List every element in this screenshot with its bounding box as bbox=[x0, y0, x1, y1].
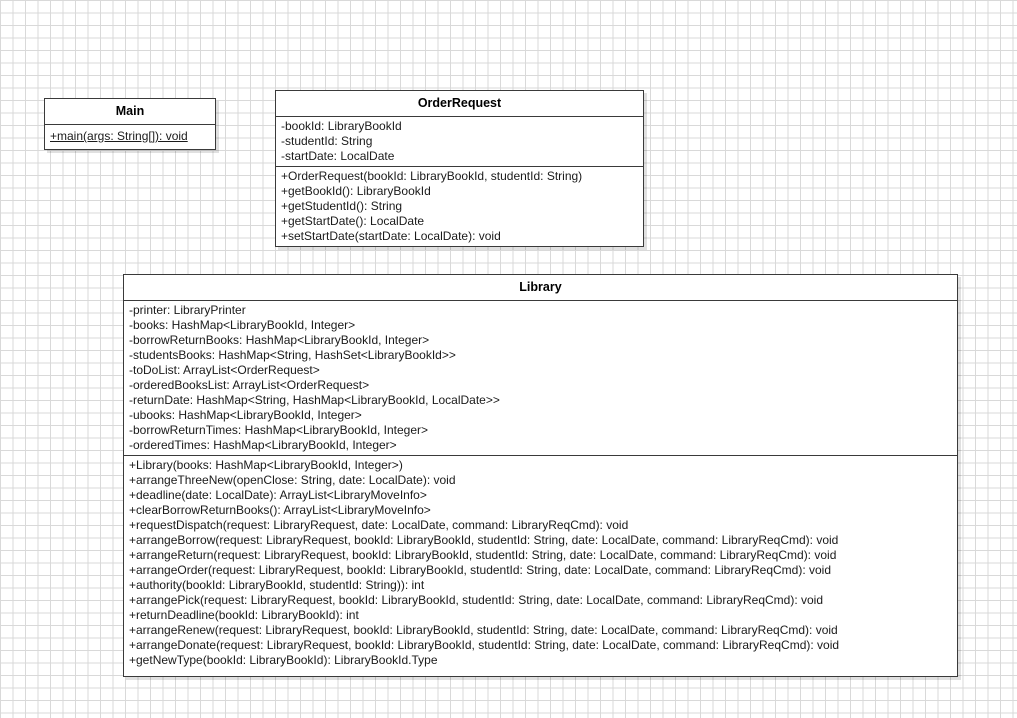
class-main[interactable] bbox=[44, 98, 216, 150]
method: +arrangeBorrow(request: LibraryRequest, bookId: LibraryBookId, studentId: String, date: LocalDate, command: LibraryReqCmd): void bbox=[129, 533, 839, 547]
class-order-request[interactable] bbox=[275, 90, 644, 247]
attribute: -orderedBooksList: ArrayList<OrderRequest> bbox=[129, 378, 370, 392]
attribute: -startDate: LocalDate bbox=[281, 149, 395, 163]
attribute: -printer: LibraryPrinter bbox=[129, 303, 246, 317]
method: +deadline(date: LocalDate): ArrayList<LibraryMoveInfo> bbox=[129, 488, 427, 502]
attribute: -books: HashMap<LibraryBookId, Integer> bbox=[129, 318, 356, 332]
attribute: -bookId: LibraryBookId bbox=[281, 119, 402, 133]
method: +authority(bookId: LibraryBookId, studentId: String)): int bbox=[129, 578, 425, 592]
method: +Library(books: HashMap<LibraryBookId, Integer>) bbox=[129, 458, 403, 472]
method: +arrangeThreeNew(openClose: String, date: LocalDate): void bbox=[129, 473, 456, 487]
method: +arrangeReturn(request: LibraryRequest, bookId: LibraryBookId, studentId: String, date: LocalDate, command: LibraryReqCmd): void bbox=[129, 548, 837, 562]
method: +setStartDate(startDate: LocalDate): void bbox=[281, 229, 501, 243]
method: +returnDeadline(bookId: LibraryBookId): int bbox=[129, 608, 359, 622]
method: +OrderRequest(bookId: LibraryBookId, studentId: String) bbox=[281, 169, 583, 183]
attribute: -borrowReturnBooks: HashMap<LibraryBookId, Integer> bbox=[129, 333, 430, 347]
method: +arrangeDonate(request: LibraryRequest, bookId: LibraryBookId, studentId: String, date: LocalDate, command: LibraryReqCmd): void bbox=[129, 638, 840, 652]
attributes-section bbox=[276, 117, 643, 166]
method-main: +main(args: String[]): void bbox=[50, 129, 188, 143]
attribute: -ubooks: HashMap<LibraryBookId, Integer> bbox=[129, 408, 362, 422]
method: +getStudentId(): String bbox=[281, 199, 403, 213]
class-library[interactable] bbox=[123, 274, 958, 677]
method: +getBookId(): LibraryBookId bbox=[281, 184, 431, 198]
attributes-section bbox=[124, 301, 957, 455]
method: +getStartDate(): LocalDate bbox=[281, 214, 425, 228]
attribute: -borrowReturnTimes: HashMap<LibraryBookId, Integer> bbox=[129, 423, 429, 437]
method: +arrangeRenew(request: LibraryRequest, bookId: LibraryBookId, studentId: String, date: LocalDate, command: LibraryReqCmd): void bbox=[129, 623, 838, 637]
attribute: -studentId: String bbox=[281, 134, 373, 148]
class-name: Library bbox=[124, 275, 957, 301]
attribute: -studentsBooks: HashMap<String, HashSet<LibraryBookId>> bbox=[129, 348, 456, 362]
method: +requestDispatch(request: LibraryRequest, date: LocalDate, command: LibraryReqCmd): void bbox=[129, 518, 629, 532]
class-name: OrderRequest bbox=[276, 91, 643, 117]
attribute: -orderedTimes: HashMap<LibraryBookId, Integer> bbox=[129, 438, 397, 452]
method: +getNewType(bookId: LibraryBookId): LibraryBookId.Type bbox=[129, 653, 438, 667]
methods-section bbox=[45, 125, 215, 149]
method: +arrangePick(request: LibraryRequest, bookId: LibraryBookId, studentId: String, date: LocalDate, command: LibraryReqCmd): void bbox=[129, 593, 824, 607]
methods-section bbox=[276, 166, 643, 246]
attribute: -returnDate: HashMap<String, HashMap<LibraryBookId, LocalDate>> bbox=[129, 393, 500, 407]
attribute: -toDoList: ArrayList<OrderRequest> bbox=[129, 363, 320, 377]
method: +arrangeOrder(request: LibraryRequest, bookId: LibraryBookId, studentId: String, date: LocalDate, command: LibraryReqCmd): void bbox=[129, 563, 832, 577]
methods-section bbox=[124, 455, 957, 670]
class-name: Main bbox=[45, 99, 215, 125]
method: +clearBorrowReturnBooks(): ArrayList<LibraryMoveInfo> bbox=[129, 503, 431, 517]
